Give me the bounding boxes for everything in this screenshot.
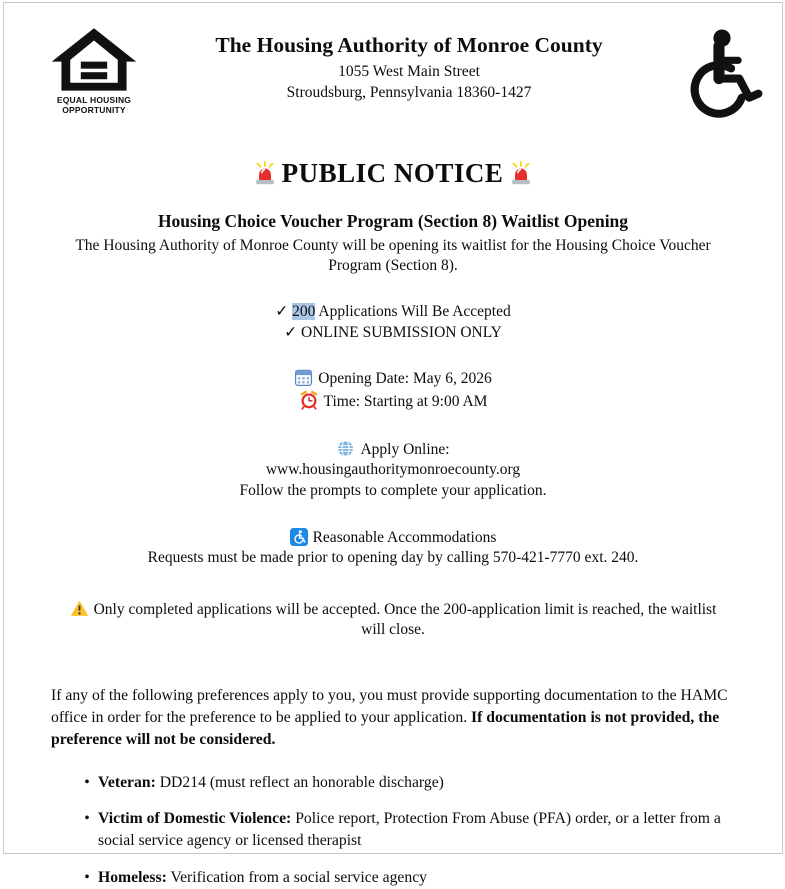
bullet-icon: • [84, 868, 90, 886]
applications-count-highlighted: 200 [292, 302, 316, 320]
veteran-text: DD214 (must reflect an honorable discharge) [155, 773, 444, 791]
waitlist-intro: The Housing Authority of Monroe County will be opening its waitlist for the Housing Choice Voucher Program (Section 8). [75, 237, 711, 275]
list-item-homeless [4, 867, 728, 889]
apply-online-label: Apply Online: [360, 440, 450, 458]
list-item-domestic-violence [4, 808, 728, 853]
list-item-veteran [4, 772, 728, 794]
schedule [4, 368, 782, 414]
apply-url: www.housingauthoritymonroecounty.org [265, 461, 521, 479]
check-icon: ✓ [284, 324, 298, 342]
public-notice-text: PUBLIC NOTICE [281, 158, 504, 188]
accommodations-details: Requests must be made prior to opening day by calling 570-421-7770 ext. 240. [147, 549, 639, 567]
wheelchair-badge-icon [290, 528, 308, 546]
equal-housing-house-icon [50, 27, 138, 91]
applications-label: Applications Will Be Accepted [315, 302, 511, 320]
opening-date-text: Opening Date: May 6, 2026 [318, 369, 492, 387]
siren-icon [509, 161, 533, 185]
bullet-icon: • [84, 809, 90, 827]
waitlist-heading: Housing Choice Voucher Program (Section 8) Waitlist Opening [157, 211, 629, 231]
checklist [4, 301, 782, 344]
public-notice-title [4, 158, 782, 189]
calendar-icon [294, 368, 313, 387]
preferences-intro: If any of the following preferences apply to you, you must provide supporting documentation to the HAMC office in order for the preference to be applied to your application. [51, 686, 728, 727]
apply-online-section [4, 439, 782, 501]
accommodations-label: Reasonable Accommodations [312, 528, 497, 546]
checklist-item-applications [4, 301, 782, 322]
letterhead [4, 27, 782, 128]
accommodations-line [4, 528, 782, 548]
domestic-violence-text: Police report, Protection From Abuse (PFA) order, or a letter from a social service agency or licensed therapist [98, 809, 721, 850]
eho-caption-line1: EQUAL HOUSING [56, 95, 132, 105]
online-only-label: ONLINE SUBMISSION ONLY [301, 324, 502, 342]
preferences-paragraph [4, 685, 782, 752]
check-icon: ✓ [275, 302, 289, 320]
opening-date-line [4, 368, 782, 390]
siren-icon [253, 161, 277, 185]
globe-icon [336, 439, 355, 458]
apply-online-line [4, 439, 782, 460]
warning-note [4, 599, 782, 641]
alarm-clock-icon [299, 390, 319, 410]
warning-icon [70, 599, 89, 618]
warning-text: Only completed applications will be accepted. Once the 200-application limit is reached, the waitlist will close. [93, 600, 717, 639]
org-title: The Housing Authority of Monroe County [215, 33, 603, 57]
eho-caption-line2: OPPORTUNITY [62, 104, 126, 115]
org-address-street: 1055 West Main Street [338, 63, 480, 80]
homeless-label: Homeless: [98, 868, 167, 886]
domestic-violence-label: Victim of Domestic Violence: [98, 809, 292, 827]
preferences-intro-bold: If documentation is not provided, the preference will not be considered. [51, 709, 720, 749]
document-page [3, 2, 783, 886]
time-line [4, 390, 782, 413]
apply-instructions: Follow the prompts to complete your application. [239, 481, 547, 499]
preferences-list [4, 772, 782, 889]
homeless-text: Verification from a social service agency [166, 868, 428, 886]
time-text: Time: Starting at 9:00 AM [323, 393, 488, 411]
accessibility-wheelchair-icon [681, 27, 763, 123]
org-address-city: Stroudsburg, Pennsylvania 18360-1427 [286, 83, 532, 101]
equal-housing-logo [46, 27, 142, 116]
accommodations-section [4, 528, 782, 569]
checklist-item-online-only [4, 322, 782, 343]
veteran-label: Veteran: [98, 773, 156, 791]
bullet-icon: • [84, 773, 90, 791]
